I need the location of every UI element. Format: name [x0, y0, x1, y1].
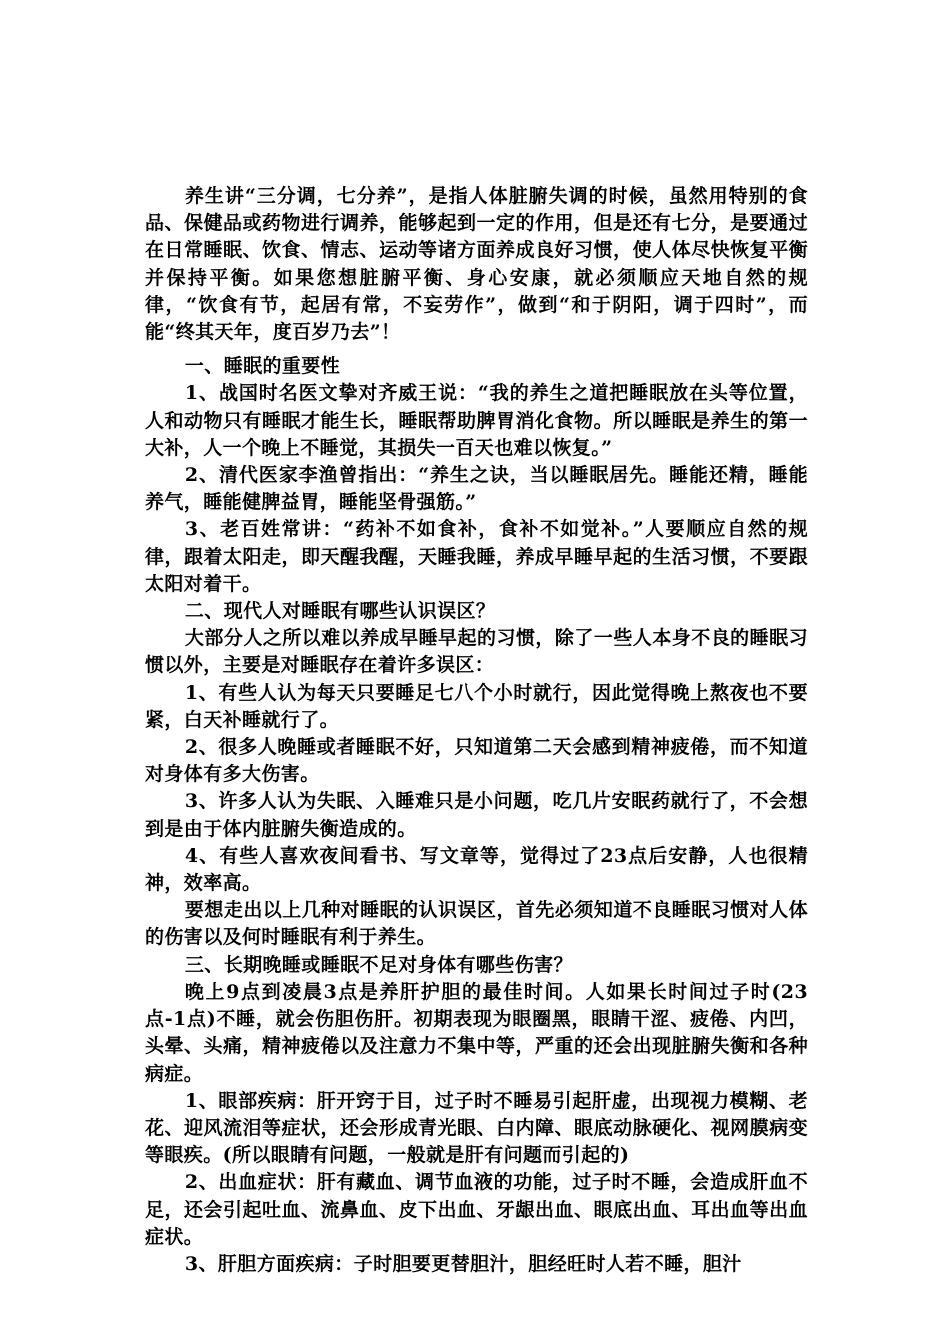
paragraph: 3、许多人认为失眠、入睡难只是小问题，吃几片安眠药就行了，不会想到是由于体内脏腑失衡造成的。 — [145, 790, 808, 840]
paragraph: 2、清代医家李渔曾指出：“养生之诀，当以睡眠居先。睡能还精，睡能养气，睡能健脾益胃，睡能坚骨强筋。” — [145, 464, 808, 514]
paragraph: 4、有些人喜欢夜间看书、写文章等，觉得过了23点后安静，人也很精神，效率高。 — [145, 844, 808, 895]
intro-paragraph: 养生讲“三分调，七分养”，是指人体脏腑失调的时候，虽然用特别的食品、保健品或药物进行调养，能够起到一定的作用，但是还有七分，是要通过在日常睡眠、饮食、情志、运动等诸方面养成良好习惯，使人体尽快恢复平衡并保持平衡。如果您想脏腑平衡、身心安康，就必须顺应天地自然的规律，“饮食有节，起居有常，不妄劳作”，做到“和于阴阳，调于四时”，而能“终其天年，度百岁乃去”！ — [145, 185, 808, 344]
section-heading-3: 三、长期晚睡或睡眠不足对身体有哪些伤害？ — [184, 953, 573, 976]
paragraph: 1、有些人认为每天只要睡足七八个小时就行，因此觉得晚上熬夜也不要紧，白天补睡就行了。 — [145, 681, 808, 731]
paragraph: 大部分人之所以难以养成早睡早起的习惯，除了一些人本身不良的睡眠习惯以外，主要是对睡眠存在着许多误区： — [145, 627, 808, 677]
paragraph: 1、眼部疾病：肝开窍于目，过子时不睡易引起肝虚，出现视力模糊、老花、迎风流泪等症状，还会形成青光眼、白内障、眼底动脉硬化、视网膜病变等眼疾。(所以眼睛有问题，一般就是肝有问题而引起的) — [145, 1089, 808, 1167]
document-body — [145, 183, 808, 1278]
section-heading-2: 二、现代人对睡眠有哪些认识误区？ — [184, 600, 496, 623]
paragraph: 要想走出以上几种对睡眠的认识误区，首先必须知道不良睡眠习惯对人体的伤害以及何时睡眠有利于养生。 — [145, 899, 808, 949]
paragraph: 3、老百姓常讲：“药补不如食补，食补不如觉补。”人要顺应自然的规律，跟着太阳走，即天醒我醒，天睡我睡，养成早睡早起的生活习惯，不要跟太阳对着干。 — [145, 518, 808, 595]
paragraph: 1、战国时名医文挚对齐威王说：“我的养生之道把睡眠放在头等位置，人和动物只有睡眠才能生长，睡眠帮助脾胃消化食物。所以睡眠是养生的第一大补，人一个晚上不睡觉，其损失一百天也难以恢复。” — [145, 382, 808, 459]
paragraph: 3、肝胆方面疾病：子时胆要更替胆汁，胆经旺时人若不睡，胆汁 — [184, 1252, 742, 1275]
section-heading-1: 一、睡眠的重要性 — [184, 355, 341, 378]
paragraph: 2、很多人晚睡或者睡眠不好，只知道第二天会感到精神疲倦，而不知道对身体有多大伤害。 — [145, 736, 808, 786]
paragraph: 2、出血症状：肝有藏血、调节血液的功能，过子时不睡，会造成肝血不足，还会引起吐血、流鼻血、皮下出血、牙龈出血、眼底出血、耳出血等出血症状。 — [145, 1171, 808, 1248]
paragraph: 晚上9点到凌晨3点是养肝护胆的最佳时间。人如果长时间过子时(23点-1点)不睡，就会伤胆伤肝。初期表现为眼圈黑，眼睛干涩、疲倦、内凹，头晕、头痛，精神疲倦以及注意力不集中等，严重的还会出现脏腑失衡和各种病症。 — [145, 980, 808, 1085]
